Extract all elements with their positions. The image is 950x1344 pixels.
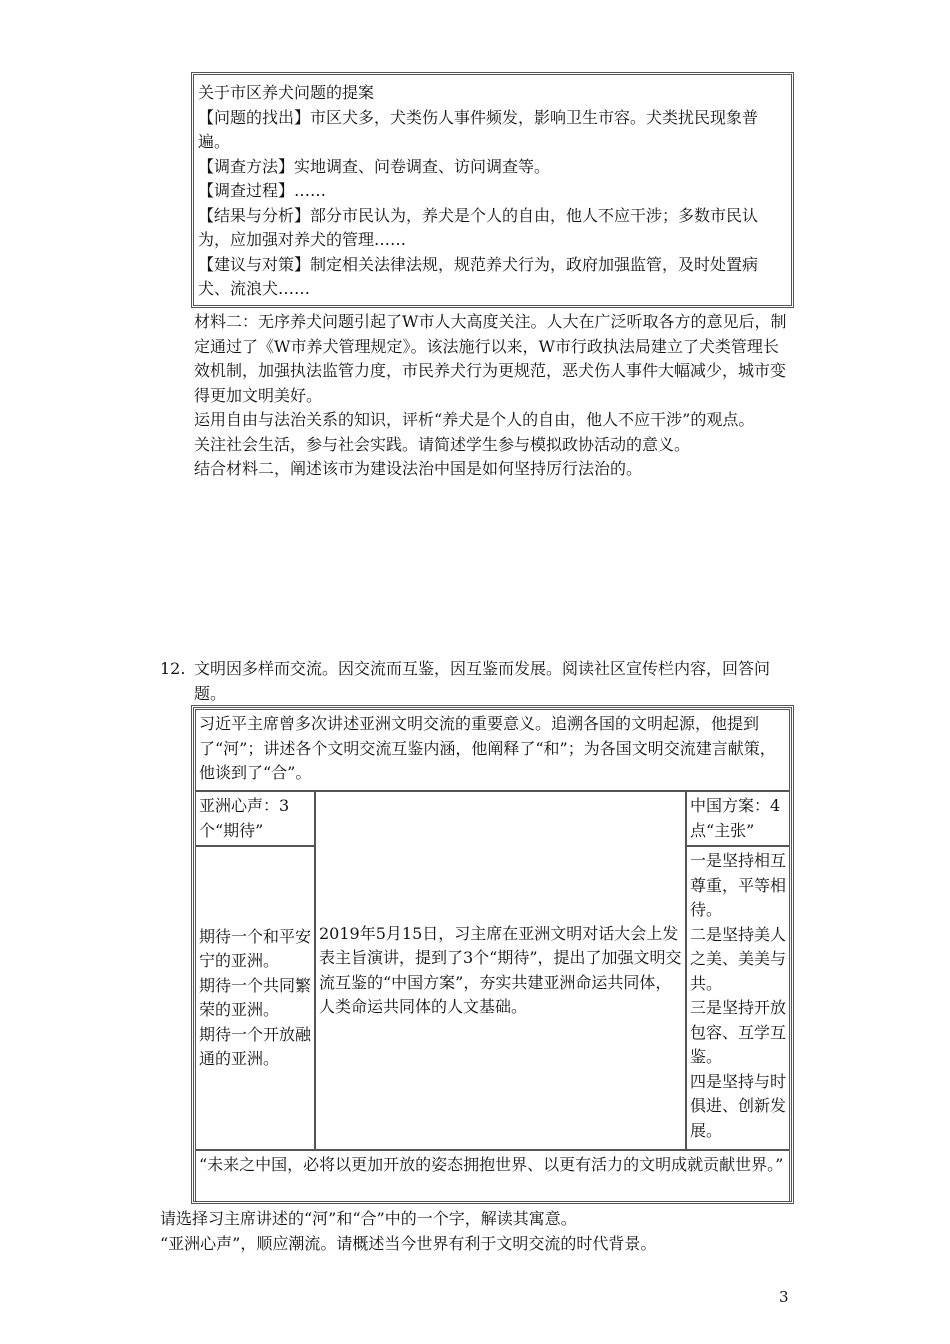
proposal-process: 【调查过程】…… bbox=[198, 181, 327, 200]
proposal-title: 关于市区养犬问题的提案 bbox=[198, 83, 375, 102]
proposal-box bbox=[191, 72, 794, 308]
quote-cell bbox=[195, 1150, 790, 1202]
q11-sub1: 运用自由与法治关系的知识，评析“养犬是个人的自由，他人不应干涉”的观点。 bbox=[194, 410, 755, 429]
bulletin-board bbox=[191, 705, 794, 1204]
q12-stem: 文明因多样而交流。因交流而互鉴，因互鉴而发展。阅读社区宣传栏内容，回答问题。 bbox=[194, 659, 771, 703]
proposal-method: 【调查方法】实地调查、问卷调查、访问调查等。 bbox=[198, 156, 551, 176]
quote-text: “未来之中国，必将以更加开放的姿态拥抱世界、以更有活力的文明成就贡献世界。” bbox=[199, 1155, 784, 1174]
q12-sub1: 请选择习主席讲述的“河”和“合”中的一个字，解读其寓意。 bbox=[160, 1209, 577, 1228]
asia-items-cell bbox=[195, 846, 315, 1150]
china-header: 中国方案：4点“主张” bbox=[690, 796, 781, 840]
material-two: 材料二：无序养犬问题引起了W市人大高度关注。人大在广泛听取各方的意见后，制定通过了《W市养犬管理规定》。该法施行以来，W市行政执法局建立了犬类管理长效机制，加强执法监管力度，市民养犬行为更规范，恶犬伤人事件大幅减少，城市变得更加文明美好。 bbox=[194, 312, 787, 405]
middle-cell bbox=[315, 791, 686, 1150]
board-intro bbox=[195, 709, 790, 791]
asia-item: 期待一个和平安宁的亚洲。 bbox=[199, 926, 312, 970]
asia-header-cell bbox=[195, 791, 315, 846]
middle-text: 2019年5月15日，习主席在亚洲文明对话大会上发表主旨演讲，提到了3个“期待”，提出了加强文明交流互鉴的“中国方案”，夯实共建亚洲命运共同体，人类命运共同体的人文基础。 bbox=[319, 923, 682, 1016]
asia-item: 期待一个开放融通的亚洲。 bbox=[199, 1024, 312, 1068]
proposal-result: 【结果与分析】部分市民认为，养犬是个人的自由，他人不应干涉；多数市民认为，应加强对养犬的管理…… bbox=[198, 205, 759, 249]
china-item: 三是坚持开放包容、互学互鉴。 bbox=[690, 998, 787, 1066]
china-item: 四是坚持与时俱进、创新发展。 bbox=[690, 1071, 787, 1140]
proposal-suggestion: 【建议与对策】制定相关法律法规，规范养犬行为，政府加强监管，及时处置病犬、流浪犬…… bbox=[198, 254, 759, 298]
china-item: 一是坚持相互尊重，平等相待。 bbox=[690, 851, 787, 919]
china-item: 二是坚持美人之美、美美与共。 bbox=[690, 924, 787, 993]
q11-sub3: 结合材料二，阐述该市为建设法治中国是如何坚持厉行法治的。 bbox=[194, 459, 643, 478]
material-two-block bbox=[194, 310, 794, 482]
page-number: 3 bbox=[779, 1288, 789, 1306]
china-header-cell bbox=[686, 791, 790, 846]
asia-header: 亚洲心声：3个“期待” bbox=[199, 796, 290, 840]
proposal-problem: 【问题的找出】市区犬多，犬类伤人事件频发，影响卫生市容。犬类扰民现象普遍。 bbox=[198, 107, 759, 151]
q12-number: 12. bbox=[160, 659, 186, 678]
asia-item: 期待一个共同繁荣的亚洲。 bbox=[199, 975, 312, 1019]
q11-sub2: 关注社会生活，参与社会实践。请简述学生参与模拟政协活动的意义。 bbox=[194, 434, 691, 454]
q12-sub2: “亚洲心声”，顺应潮流。请概述当今世界有利于文明交流的时代背景。 bbox=[160, 1234, 657, 1253]
china-items-cell bbox=[686, 846, 790, 1150]
board-intro-text: 习近平主席曾多次讲述亚洲文明交流的重要意义。追溯各国的文明起源，他提到了“河”；讲述各个文明交流互鉴内涵，他阐释了“和”；为各国文明交流建言献策，他谈到了“合”。 bbox=[199, 714, 776, 782]
